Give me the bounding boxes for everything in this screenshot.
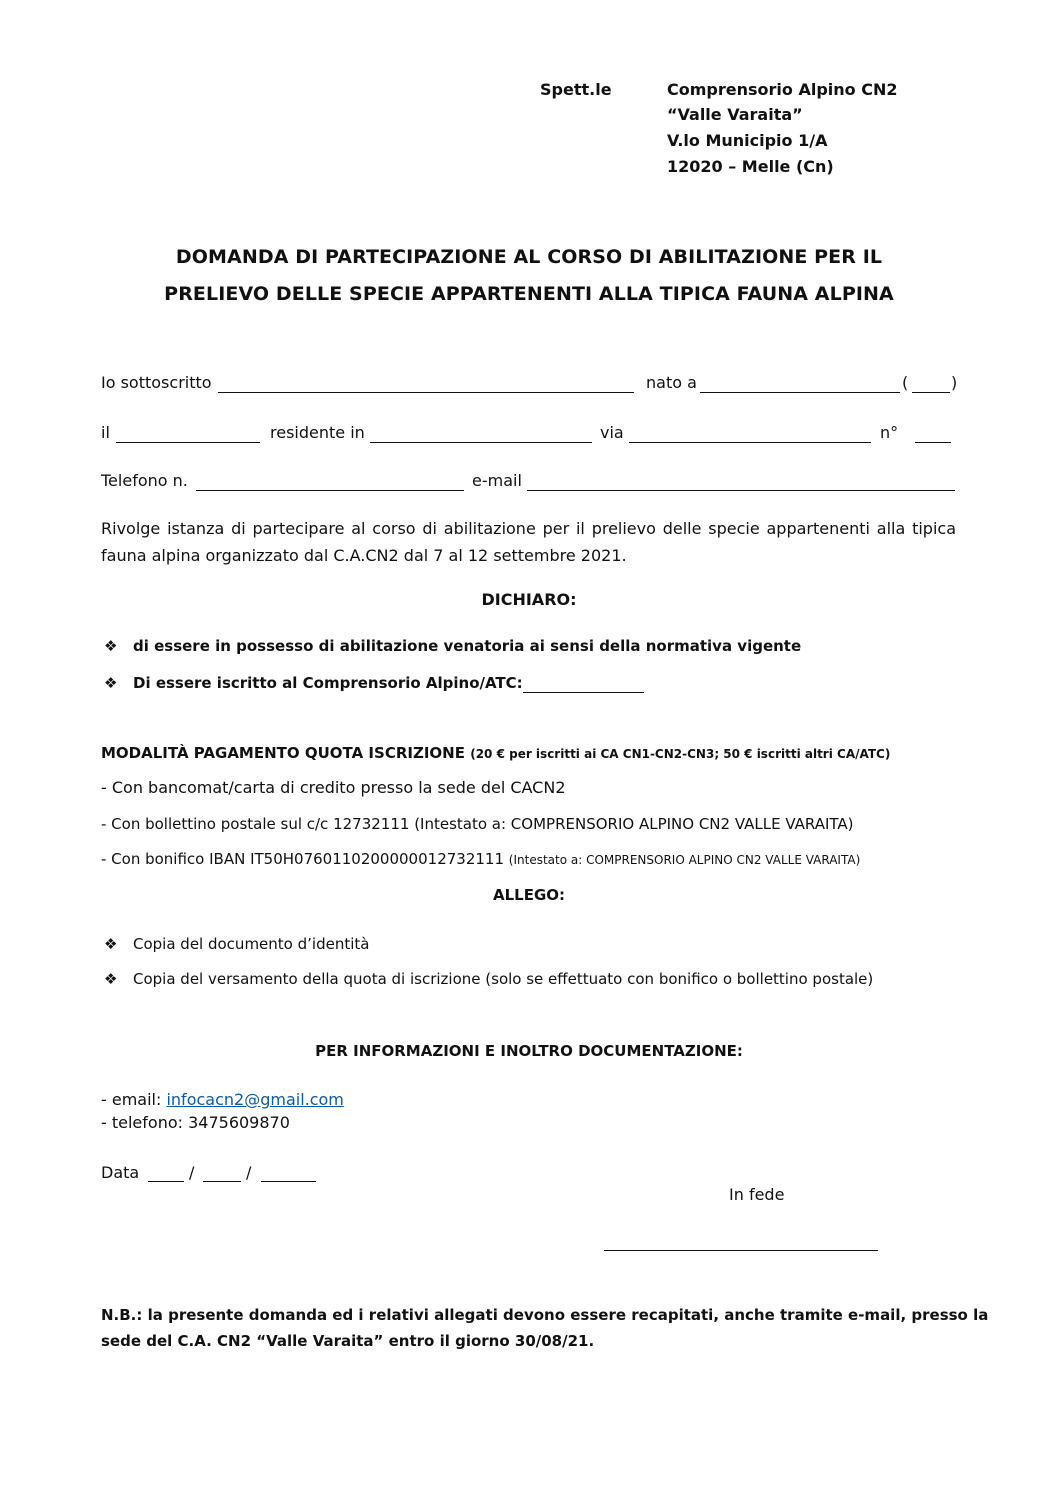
prov-open: (	[902, 373, 909, 392]
payment-option-1: - Con bancomat/carta di credito presso la sede del CACN2	[101, 778, 566, 797]
date-separator: /	[246, 1163, 252, 1182]
payment-heading	[101, 744, 890, 762]
prov-close: )	[951, 373, 958, 392]
recipient-line-1: Comprensorio Alpino CN2	[667, 80, 898, 99]
info-heading: PER INFORMAZIONI E INOLTRO DOCUMENTAZIONE:	[315, 1042, 743, 1060]
email-field[interactable]	[527, 490, 955, 491]
birthplace-field[interactable]	[700, 392, 900, 393]
note-line-2: sede del C.A. CN2 “Valle Varaita” entro il giorno 30/08/21.	[101, 1332, 595, 1350]
numero-label: n°	[880, 423, 899, 442]
payment-option-2: - Con bollettino postale sul c/c 12732111 (Intestato a: COMPRENSORIO ALPINO CN2 VALLE VARAITA)	[101, 815, 854, 833]
residente-label: residente in	[270, 423, 365, 442]
residence-field[interactable]	[370, 442, 592, 443]
dichiaro-heading: DICHIARO:	[481, 590, 577, 609]
diamond-bullet-icon: ❖	[104, 970, 118, 988]
sottoscritto-label: Io sottoscritto	[101, 373, 212, 392]
street-field[interactable]	[629, 442, 871, 443]
diamond-bullet-icon: ❖	[104, 674, 118, 692]
diamond-bullet-icon: ❖	[104, 935, 118, 953]
nato-label: nato a	[646, 373, 697, 392]
info-email-link[interactable]: infocacn2@gmail.com	[166, 1090, 344, 1109]
il-label: il	[101, 423, 110, 442]
payment-heading-note: (20 € per iscritti ai CA CN1-CN2-CN3; 50 € iscritti altri CA/ATC)	[470, 747, 891, 761]
payment-heading-text: MODALITÀ PAGAMENTO QUOTA ISCRIZIONE	[101, 744, 465, 762]
dichiaro-item-2: Di essere iscritto al Comprensorio Alpino/ATC:	[133, 674, 523, 692]
diamond-bullet-icon: ❖	[104, 637, 118, 655]
request-text: Rivolge istanza di partecipare al corso di abilitazione per il prelievo delle specie appartenenti alla tipica fauna alpina organizzato dal C.A.CN2 dal 7 al 12 settembre 2021.	[101, 519, 956, 565]
phone-field[interactable]	[196, 490, 464, 491]
street-number-field[interactable]	[915, 442, 951, 443]
info-email-row	[101, 1090, 344, 1109]
note-line-1: N.B.: la presente domanda ed i relativi allegati devono essere recapitati, anche tramite e-mail, presso la	[101, 1306, 989, 1324]
province-field[interactable]	[912, 392, 950, 393]
date-month-field[interactable]	[203, 1181, 241, 1182]
in-fede-label: In fede	[729, 1185, 785, 1204]
allego-item-1: Copia del documento d’identità	[133, 935, 370, 953]
date-separator: /	[189, 1163, 195, 1182]
sottoscritto-field[interactable]	[218, 392, 634, 393]
recipient-salutation: Spett.le	[540, 80, 612, 99]
recipient-line-2: “Valle Varaita”	[667, 105, 803, 124]
data-label: Data	[101, 1163, 140, 1182]
payment-option-3	[101, 850, 860, 868]
recipient-line-4: 12020 – Melle (Cn)	[667, 157, 834, 176]
birthdate-field[interactable]	[116, 442, 260, 443]
info-email-label: - email:	[101, 1090, 162, 1109]
allego-item-2: Copia del versamento della quota di iscrizione (solo se effettuato con bonifico o bollettino postale)	[133, 970, 874, 988]
signature-field[interactable]	[604, 1250, 878, 1251]
payment-option-3-note: (Intestato a: COMPRENSORIO ALPINO CN2 VALLE VARAITA)	[508, 853, 861, 867]
email-label: e-mail	[472, 471, 522, 490]
document-title-line-2: PRELIEVO DELLE SPECIE APPARTENENTI ALLA TIPICA FAUNA ALPINA	[164, 283, 894, 305]
document-title-line-1: DOMANDA DI PARTECIPAZIONE AL CORSO DI ABILITAZIONE PER IL	[175, 246, 883, 268]
allego-heading: ALLEGO:	[492, 886, 566, 904]
date-year-field[interactable]	[261, 1181, 316, 1182]
date-day-field[interactable]	[148, 1181, 184, 1182]
recipient-line-3: V.lo Municipio 1/A	[667, 131, 828, 150]
info-phone: - telefono: 3475609870	[101, 1113, 290, 1132]
comprensorio-field[interactable]	[523, 692, 644, 693]
via-label: via	[600, 423, 624, 442]
dichiaro-item-1: di essere in possesso di abilitazione venatoria ai sensi della normativa vigente	[133, 637, 802, 655]
payment-option-3-main: - Con bonifico IBAN IT50H0760110200000012732111	[101, 850, 504, 868]
telefono-label: Telefono n.	[101, 471, 188, 490]
